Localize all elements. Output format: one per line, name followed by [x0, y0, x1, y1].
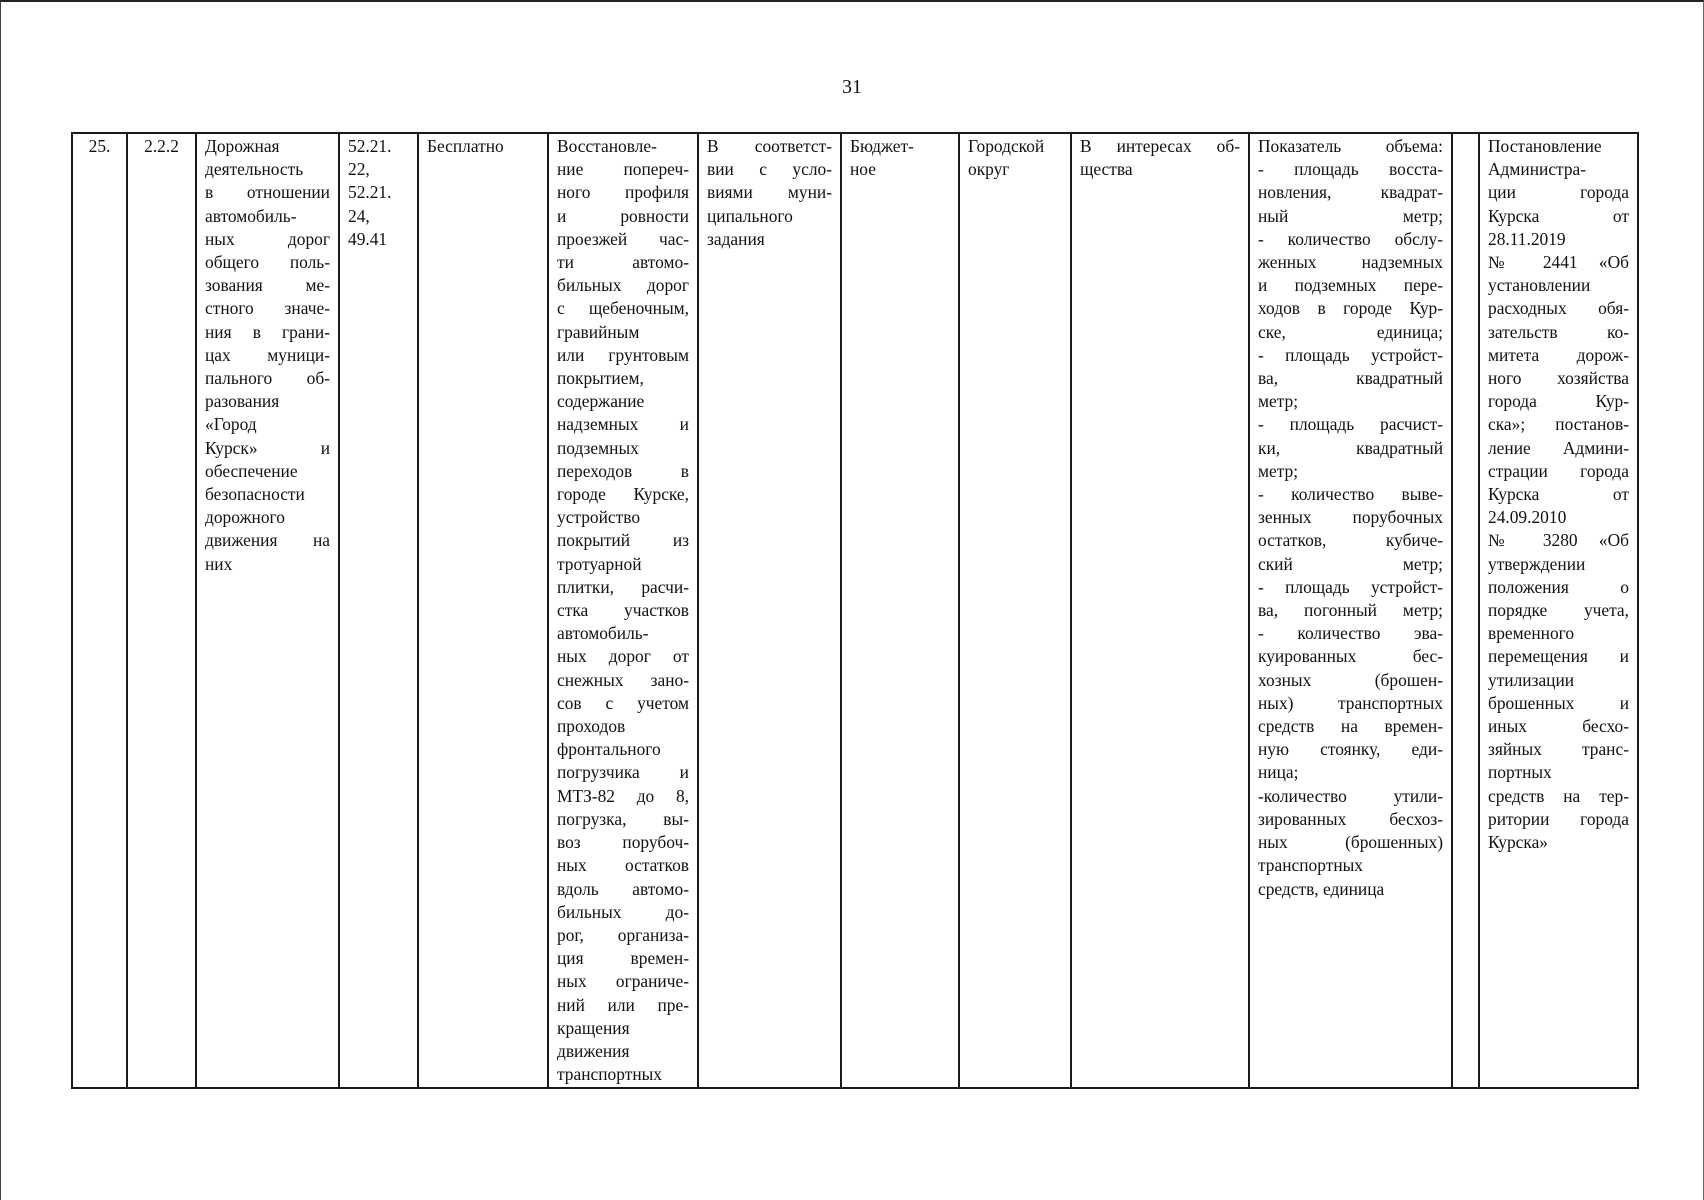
cell-text-line: цах муници- — [205, 344, 330, 365]
cell-text-line: и ровности — [557, 205, 689, 226]
cell-text-line: женных надземных — [1258, 252, 1443, 273]
cell-text-line: средств, единица — [1258, 878, 1385, 899]
cell-text-line: порядке учета, — [1488, 600, 1629, 621]
cell-text-line: стка участков — [557, 600, 689, 621]
cell-text-line: Показатель объема: — [1258, 136, 1443, 156]
cell-text-line: Бюджет- — [850, 136, 914, 156]
cell-text-line: ска»; постанов- — [1488, 414, 1629, 435]
cell-text-line: ную стоянку, еди- — [1258, 739, 1443, 760]
cell-text-line: с щебеночным, — [557, 298, 689, 319]
cell-text-line: ске, единица; — [1258, 321, 1443, 342]
cell-text-line: сов с учетом — [557, 692, 689, 713]
cell-text-line: куированных бес- — [1258, 646, 1443, 667]
cell-text-line: ва, квадратный — [1258, 368, 1443, 389]
cell-text-line: 52.21. — [348, 136, 392, 156]
cell-text-line: страции города — [1488, 460, 1629, 481]
cell-text-line: зированных бесхоз- — [1258, 808, 1443, 829]
cell-text-line: щества — [1080, 159, 1133, 180]
cell-territory — [959, 133, 1071, 1088]
cell-text-line: надземных и — [557, 414, 689, 435]
cell-text-line: ных) транспортных — [1258, 692, 1443, 713]
cell-text-line: бильных дорог — [557, 275, 689, 296]
cell-text-line: - площадь восста- — [1258, 159, 1443, 180]
cell-text-line: или грунтовым — [557, 344, 689, 365]
cell-text-line: 28.11.2019 — [1488, 228, 1566, 249]
cell-text-line: Курска» — [1488, 832, 1549, 853]
cell-text-line: ние попереч- — [557, 159, 689, 180]
cell-text-line: - площадь расчист- — [1258, 414, 1443, 435]
cell-text-line: митета дорож- — [1488, 344, 1629, 365]
cell-text-line: погрузчика и — [557, 762, 689, 783]
cell-text-line: подземных — [557, 437, 639, 458]
cell-text-line: проезжей час- — [557, 228, 689, 249]
cell-text-line: - площадь устройст- — [1258, 344, 1443, 365]
cell-text-line: утилизации — [1488, 669, 1575, 690]
cell-text-line: средств на тер- — [1488, 785, 1629, 806]
cell-text-line: зяйных транс- — [1488, 739, 1629, 760]
cell-text-line: - количество обслу- — [1258, 228, 1443, 249]
cell-text-line: общего поль- — [205, 252, 330, 273]
cell-text-line: округ — [968, 159, 1010, 180]
cell-registry-code: 2.2.2 — [127, 133, 196, 1088]
cell-text-line: рог, организа- — [557, 924, 689, 945]
cell-text-line: остатков, кубиче- — [1258, 530, 1443, 551]
cell-text-line: В интересах об- — [1080, 136, 1240, 156]
cell-text-line: перемещения и — [1488, 646, 1629, 667]
cell-text-line: тротуарной — [557, 553, 642, 574]
cell-text-line: хозных (брошен- — [1258, 669, 1443, 690]
cell-text-line: установлении — [1488, 275, 1591, 296]
cell-text-line: ципального — [707, 205, 793, 226]
cell-text-line: стного значе- — [205, 298, 330, 319]
cell-text-line: № 2441 «Об — [1488, 252, 1629, 273]
cell-text-line: зенных порубочных — [1258, 507, 1443, 528]
cell-text-line: В соответст- — [707, 136, 832, 156]
cell-text-line: города Кур- — [1488, 391, 1629, 412]
cell-text-line: ных остатков — [557, 855, 689, 876]
cell-text-line: вдоль автомо- — [557, 878, 689, 899]
cell-text-line: ного профиля — [557, 182, 689, 203]
cell-text-line: временного — [1488, 623, 1575, 644]
cell-text-line: Курска от — [1488, 205, 1629, 226]
cell-text-line: ритории города — [1488, 808, 1629, 829]
cell-text-line: гравийным — [557, 321, 640, 342]
cell-text-line: брошенных и — [1488, 692, 1629, 713]
cell-text-line: новления, квадрат- — [1258, 182, 1443, 203]
cell-text-line: № 3280 «Об — [1488, 530, 1629, 551]
cell-text-line: метр; — [1258, 391, 1299, 412]
cell-text-line: и подземных пере- — [1258, 275, 1443, 296]
cell-text-line: обеспечение — [205, 460, 298, 481]
cell-text-line: ва, погонный метр; — [1258, 600, 1443, 621]
cell-text-line: кращения — [557, 1017, 630, 1038]
cell-text-line: вии с усло- — [707, 159, 832, 180]
cell-text-line: городе Курске, — [557, 484, 689, 505]
cell-activity-name — [196, 133, 339, 1088]
cell-blank — [1452, 133, 1479, 1088]
cell-text-line: транспортных — [557, 1064, 663, 1085]
cell-text-line: устройство — [557, 507, 641, 528]
cell-text-line: ница; — [1258, 762, 1299, 783]
cell-text-line: ция времен- — [557, 948, 689, 969]
cell-consumers — [1071, 133, 1249, 1088]
cell-text-line: ний или пре- — [557, 994, 689, 1015]
cell-text-line: Дорожная — [205, 136, 280, 156]
cell-text-line: зования ме- — [205, 275, 330, 296]
cell-text-line: погрузка, вы- — [557, 808, 689, 829]
cell-volume-indicators — [1249, 133, 1452, 1088]
cell-text-line: -количество утили- — [1258, 785, 1443, 806]
cell-text-line: - количество выве- — [1258, 484, 1443, 505]
cell-text-line: Постановление — [1488, 136, 1602, 156]
cell-text-line: ных (брошенных) — [1258, 832, 1443, 853]
cell-text-line: плитки, расчи- — [557, 576, 689, 597]
cell-text-line: Курск» и — [205, 437, 330, 458]
cell-text-line: 49.41 — [348, 228, 388, 249]
cell-text-line: пального об- — [205, 368, 330, 389]
cell-text-line: метр; — [1258, 460, 1299, 481]
cell-text-line: транспортных — [1258, 855, 1364, 876]
cell-text-line: зательств ко- — [1488, 321, 1629, 342]
cell-text-line: снежных зано- — [557, 669, 689, 690]
cell-text-line: ния в грани- — [205, 321, 330, 342]
cell-text-line: ных дорог — [205, 228, 330, 249]
cell-row-number: 25. — [72, 133, 127, 1088]
cell-text-line: иных бесхо- — [1488, 716, 1629, 737]
cell-text-line: ти автомо- — [557, 252, 689, 273]
cell-text-line: Администра- — [1488, 159, 1587, 180]
cell-service-content — [548, 133, 698, 1088]
cell-text-line: положения о — [1488, 576, 1629, 597]
cell-text-line: 22, — [348, 159, 370, 180]
cell-text-line: переходов в — [557, 460, 689, 481]
cell-text-line: задания — [707, 228, 765, 249]
cell-text-line: бильных до- — [557, 901, 689, 922]
cell-text-line: виями муни- — [707, 182, 832, 203]
cell-text-line: Курска от — [1488, 484, 1629, 505]
cell-text-line: средств на времен- — [1258, 716, 1443, 737]
cell-text-line: движения — [557, 1040, 630, 1061]
cell-text-line: ходов в городе Кур- — [1258, 298, 1443, 319]
cell-text-line: воз порубоч- — [557, 832, 689, 853]
cell-text-line: ный метр; — [1258, 205, 1443, 226]
cell-text-line: ных ограниче- — [557, 971, 689, 992]
cell-text-line: расходных обя- — [1488, 298, 1629, 319]
cell-text-line: «Город — [205, 414, 257, 435]
cell-institution-type — [841, 133, 959, 1088]
cell-text-line: ное — [850, 159, 876, 180]
cell-text-line: покрытием, — [557, 368, 644, 389]
cell-text-line: ного хозяйства — [1488, 368, 1629, 389]
cell-text-line: Городской — [968, 136, 1045, 156]
cell-text-line: разования — [205, 391, 280, 412]
cell-text-line: МТЗ-82 до 8, — [557, 785, 689, 806]
cell-text-line: содержание — [557, 391, 645, 412]
services-registry-table — [71, 132, 1639, 1089]
table-row — [72, 133, 1638, 1088]
cell-text-line: портных — [1488, 762, 1552, 783]
cell-text-line: в отношении — [205, 182, 330, 203]
cell-payment: Бесплатно — [418, 133, 548, 1088]
cell-okved-codes — [339, 133, 418, 1088]
cell-text-line: автомобиль- — [557, 623, 649, 644]
cell-text-line: 24.09.2010 — [1488, 507, 1567, 528]
cell-text-line: них — [205, 553, 233, 574]
cell-conditions — [698, 133, 841, 1088]
cell-text-line: движения на — [205, 530, 330, 551]
cell-text-line: ции города — [1488, 182, 1629, 203]
cell-text-line: деятельность — [205, 159, 304, 180]
cell-text-line: ных дорог от — [557, 646, 689, 667]
cell-text-line: фронтального — [557, 739, 661, 760]
cell-text-line: ки, квадратный — [1258, 437, 1443, 458]
cell-text-line: 52.21. — [348, 182, 392, 203]
cell-text-line: - площадь устройст- — [1258, 576, 1443, 597]
cell-text-line: 24, — [348, 205, 370, 226]
cell-text-line: Восстановле- — [557, 136, 657, 156]
page-number: 31 — [842, 76, 862, 98]
cell-text-line: безопасности — [205, 484, 305, 505]
cell-text-line: автомобиль- — [205, 205, 297, 226]
cell-text-line: утверждении — [1488, 553, 1586, 574]
cell-text-line: покрытий из — [557, 530, 689, 551]
cell-legal-basis — [1479, 133, 1638, 1088]
cell-text-line: проходов — [557, 716, 626, 737]
cell-text-line: ский метр; — [1258, 553, 1443, 574]
cell-text-line: ление Админи- — [1488, 437, 1629, 458]
cell-text-line: - количество эва- — [1258, 623, 1443, 644]
cell-text-line: дорожного — [205, 507, 285, 528]
